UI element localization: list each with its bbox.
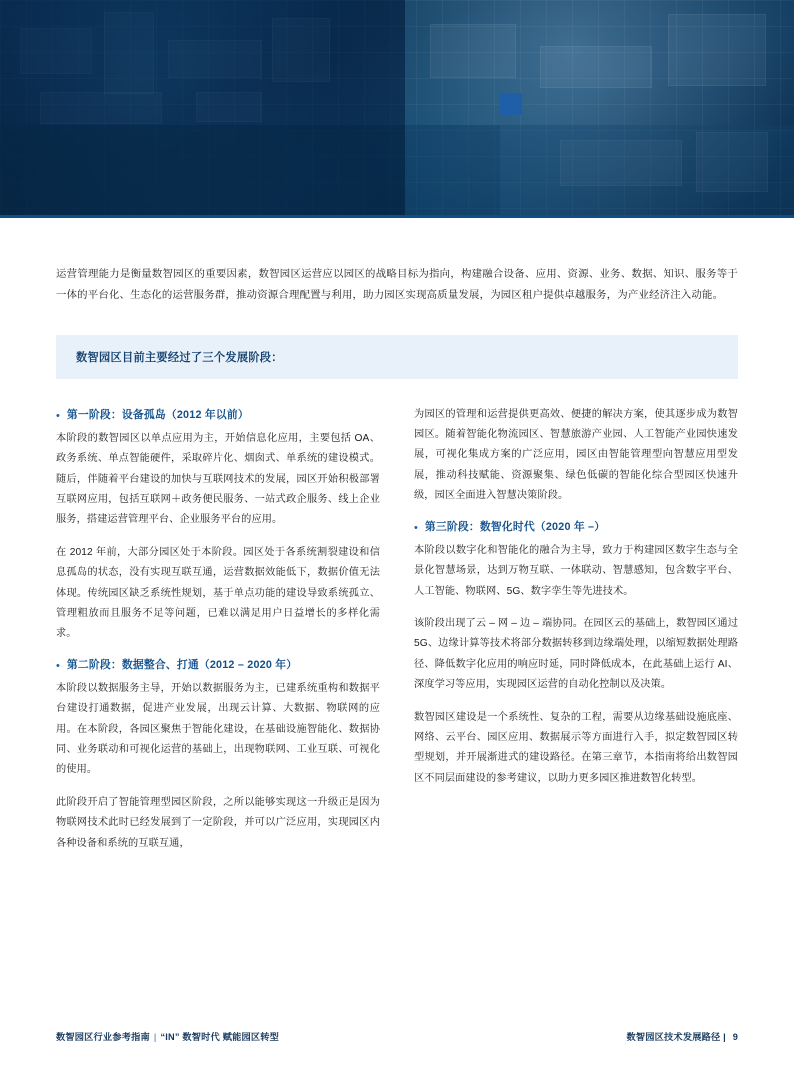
intro-paragraph: 运营管理能力是衡量数智园区的重要因素，数智园区运营应以园区的战略目标为指向，构建融合设备、应用、资源、业务、数据、知识、服务等于一体的平台化、生态化的运营服务群，推动资源合理配置与利用，助力园区实现高质量发展，为园区租户提供卓越服务，为产业经济注入动能。: [56, 269, 738, 302]
stage-two-title: 第二阶段：数据整合、打通（2012 – 2020 年）: [66, 658, 298, 671]
page-number: 9: [732, 1032, 738, 1042]
footer-separator: |: [153, 1032, 157, 1042]
stage-three-paragraph-3: 数智园区建设是一个系统性、复杂的工程，需要从边缘基础设施底座、网络、云平台、园区应用、数据展示等方面进行入手，拟定数智园区转型规划，并开展渐进式的建设路径。在第三章节，本指南将给出数智园区不同层面建设的参考建议，以助力更多园区推进数智化转型。: [414, 711, 738, 784]
stage-three-paragraph-1: 本阶段以数字化和智能化的融合为主导，致力于构建园区数字生态与全景化智慧场景，达到万物互联、一体联动、智慧感知，包含数字平台、人工智能、物联网、5G、数字孪生等先进技术。: [414, 544, 738, 597]
hero-panel-mid: [405, 125, 500, 218]
stage-heading-three: [414, 519, 738, 537]
left-column: [56, 405, 380, 866]
page-footer: [56, 1029, 738, 1043]
hero-accent-square: [500, 93, 522, 115]
hero-banner: [0, 0, 794, 218]
page-content: [0, 264, 794, 866]
stage-two-paragraph-2: 此阶段开启了智能管理型园区阶段，之所以能够实现这一升级正是因为物联网技术此时已经发展到了一定阶段，并可以广泛应用，实现园区内各种设备和系统的互联互通，: [56, 796, 380, 849]
stage-one-title: 第一阶段：设备孤岛（2012 年以前）: [66, 408, 249, 421]
two-column-body: [56, 405, 738, 866]
hero-panel-right: [500, 125, 794, 218]
footer-right: [627, 1029, 739, 1043]
right-column: [414, 405, 738, 866]
stage-one-paragraph-2: 在 2012 年前，大部分园区处于本阶段。园区处于各系统割裂建设和信息孤岛的状态，没有实现互联互通，运营数据效能低下，数据价值无法体现。传统园区缺乏系统性规划，基于单点功能的建设导致系统孤立、管理粗放而且服务不足等问题，已难以满足用户日益增长的多样化需求。: [56, 546, 380, 640]
hero-bottom-rule: [0, 215, 794, 218]
bullet-icon: •: [414, 521, 418, 534]
continuation-paragraph: 为园区的管理和运营提供更高效、便捷的解决方案，使其逐步成为数智园区。随着智能化物流园区、智慧旅游产业园、人工智能产业园快速发展，可视化集成方案的广泛应用，园区由智能管理型向智慧应用型发展，推动科技赋能、资源聚集、绿色低碳的智能化综合型园区快速升级，园区全面进入智慧决策阶段。: [414, 408, 738, 502]
bullet-icon: •: [56, 659, 60, 672]
stage-heading-one: [56, 407, 380, 425]
footer-section-label: 数智园区技术发展路径: [626, 1032, 721, 1042]
stage-one-paragraph-1: 本阶段的数智园区以单点应用为主，开始信息化应用，主要包括 OA、政务系统、单点智能硬件，采取碎片化、烟囱式、单系统的建设模式。随后，伴随着平台建设的加快与互联网技术的发展，园区开始积极部署互联网应用，包括互联网＋政务便民服务、一站式政企服务、线上企业服务，搭建运营管理平台、企业服务平台的应用。: [56, 432, 380, 526]
stage-heading-two: [56, 657, 380, 675]
footer-doc-title: 数智园区行业参考指南: [56, 1032, 150, 1042]
footer-doc-subtitle: “IN” 数智时代 赋能园区转型: [160, 1032, 280, 1042]
section-callout: 数智园区目前主要经过了三个发展阶段：: [56, 335, 738, 379]
stage-three-paragraph-2: 该阶段出现了云 – 网 – 边 – 端协同。在园区云的基础上，数智园区通过 5G、边缘计算等技术将部分数据转移到边缘端处理，以缩短数据处理路径、降低数字化应用的响应时延，同时降低成本，在此基础上运行 AI、深度学习等应用，实现园区运营的自动化控制以及决策。: [414, 617, 738, 691]
stage-two-paragraph-1: 本阶段以数据服务主导，开始以数据服务为主，已建系统重构和数据平台建设打通数据，促进产业发展，出现云计算、大数据、物联网的应用。在本阶段，各园区聚焦于智能化建设，在基础设施智能化、数据协同、业务联动和可视化运营的基础上，出现物联网、工业互联、可视化的使用。: [56, 682, 380, 776]
stage-three-title: 第三阶段：数智化时代（2020 年 –）: [424, 520, 606, 533]
footer-right-separator: |: [723, 1032, 726, 1042]
bullet-icon: •: [56, 409, 60, 422]
hero-panel-left: [0, 125, 405, 218]
footer-left: [56, 1029, 279, 1043]
